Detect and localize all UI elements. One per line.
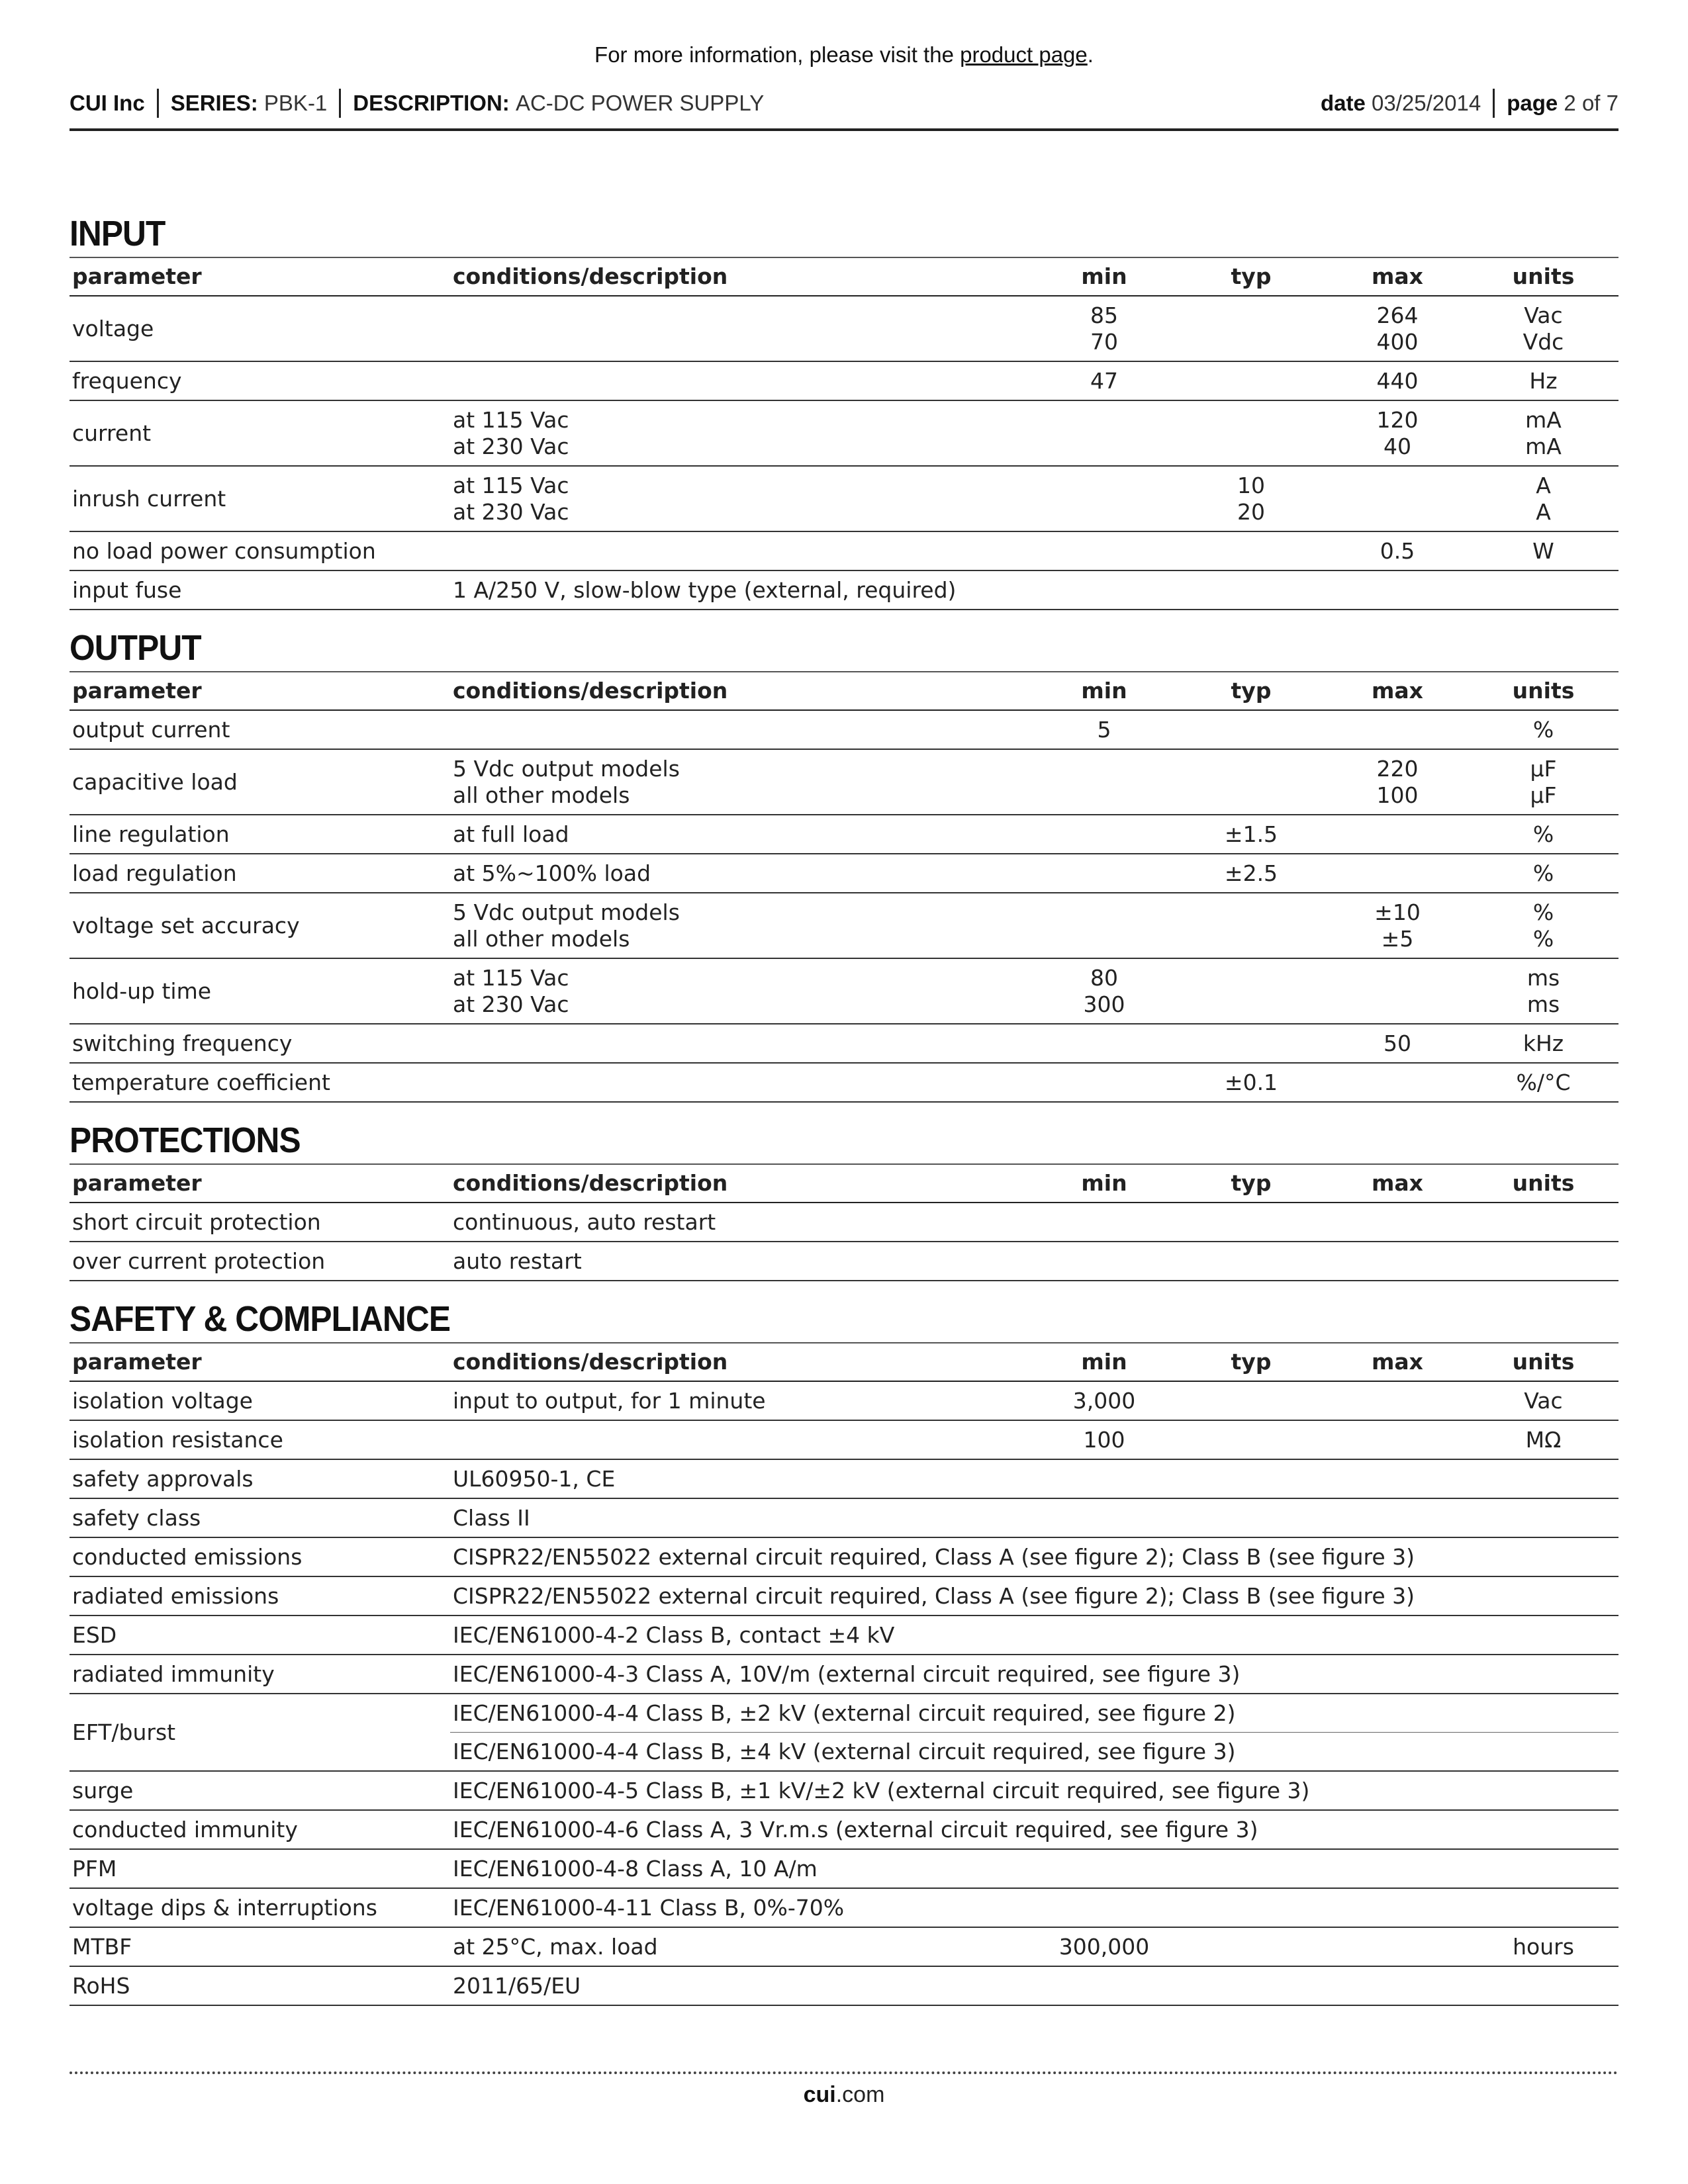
min-cell <box>1033 466 1176 531</box>
max-cell <box>1327 749 1468 815</box>
units-cell <box>1468 1063 1618 1102</box>
table-row <box>70 1576 1618 1615</box>
conditions-cell <box>450 531 1033 570</box>
cell-line: at 115 Vac <box>453 472 569 498</box>
parameter-cell: output current <box>70 710 450 749</box>
table-row <box>70 1888 1618 1927</box>
column-header: units <box>1468 672 1618 710</box>
max-cell <box>1327 1063 1468 1102</box>
parameter-cell: voltage dips & interruptions <box>70 1888 450 1927</box>
cell-line: ±1.5 <box>1224 821 1278 847</box>
max-cell <box>1327 710 1468 749</box>
cell-line: 100 <box>1083 1426 1125 1453</box>
cell-line: 264 <box>1376 302 1419 328</box>
spec-table <box>70 1342 1618 2006</box>
min-cell <box>1033 1381 1176 1420</box>
parameter-cell: switching frequency <box>70 1024 450 1063</box>
column-header: max <box>1327 672 1468 710</box>
typ-cell <box>1176 296 1327 361</box>
min-cell <box>1033 1063 1176 1102</box>
parameter-cell: input fuse <box>70 570 450 610</box>
cell-line: % <box>1532 899 1554 925</box>
section-title: PROTECTIONS <box>70 1120 301 1160</box>
cell-line: all other models <box>453 782 630 808</box>
cell-line: mA <box>1525 406 1562 433</box>
table-row <box>70 1381 1618 1420</box>
conditions-cell: Class II <box>450 1498 1618 1537</box>
cell-line: at 230 Vac <box>453 498 569 525</box>
conditions-cell: IEC/EN61000-4-3 Class A, 10V/m (external circuit required, see figure 3) <box>450 1655 1618 1694</box>
table-row <box>70 466 1618 531</box>
conditions-cell: 1 A/250 V, slow-blow type (external, required) <box>450 570 1618 610</box>
conditions-cell: IEC/EN61000-4-5 Class B, ±1 kV/±2 kV (external circuit required, see figure 3) <box>450 1771 1618 1810</box>
typ-cell <box>1176 466 1327 531</box>
parameter-cell: RoHS <box>70 1966 450 2005</box>
footer <box>0 2082 1688 2108</box>
spec-table <box>70 1163 1618 1281</box>
units-cell <box>1468 400 1618 466</box>
parameter-cell: capacitive load <box>70 749 450 815</box>
typ-cell <box>1176 958 1327 1024</box>
table-row <box>70 1810 1618 1849</box>
top-note-suffix: . <box>1087 42 1094 67</box>
cell-line: 5 <box>1097 716 1111 743</box>
cell-line: ±5 <box>1381 925 1414 952</box>
parameter-cell: PFM <box>70 1849 450 1888</box>
column-header: max <box>1327 1164 1468 1203</box>
column-header: parameter <box>70 1164 450 1203</box>
conditions-cell <box>450 400 1033 466</box>
parameter-cell: voltage <box>70 296 450 361</box>
column-header: min <box>1033 1164 1176 1203</box>
table-row <box>70 1420 1618 1459</box>
conditions-cell <box>450 710 1033 749</box>
description-label: DESCRIPTION: <box>353 91 510 115</box>
divider <box>339 89 341 118</box>
conditions-cell: auto restart <box>450 1242 1618 1281</box>
cell-line: kHz <box>1523 1030 1564 1056</box>
series-value: PBK-1 <box>263 91 328 115</box>
typ-cell <box>1176 361 1327 400</box>
conditions-cell <box>450 361 1033 400</box>
parameter-cell: isolation voltage <box>70 1381 450 1420</box>
cell-line: 20 <box>1237 498 1265 525</box>
column-header: typ <box>1176 1343 1327 1381</box>
column-header: parameter <box>70 257 450 296</box>
conditions-cell <box>450 296 1033 361</box>
max-cell <box>1327 958 1468 1024</box>
cell-line: % <box>1532 716 1554 743</box>
table-header-row <box>70 672 1618 710</box>
cell-line: A <box>1536 498 1551 525</box>
min-cell <box>1033 1024 1176 1063</box>
column-header: units <box>1468 257 1618 296</box>
cell-line: μF <box>1530 755 1557 782</box>
min-cell <box>1033 361 1176 400</box>
table-row <box>70 1849 1618 1888</box>
units-cell <box>1468 466 1618 531</box>
cell-line: 120 <box>1376 406 1419 433</box>
footer-brand: cui <box>803 2082 836 2107</box>
parameter-cell: MTBF <box>70 1927 450 1966</box>
series-label: SERIES: <box>170 91 258 115</box>
parameter-cell: temperature coefficient <box>70 1063 450 1102</box>
parameter-cell: frequency <box>70 361 450 400</box>
units-cell <box>1468 1927 1618 1966</box>
cell-line: ±2.5 <box>1224 860 1278 886</box>
cell-line: input to output, for 1 minute <box>453 1387 766 1414</box>
typ-cell <box>1176 1381 1327 1420</box>
conditions-cell: IEC/EN61000-4-4 Class B, ±2 kV (external circuit required, see figure 2) <box>450 1694 1618 1733</box>
cell-line: at 5%~100% load <box>453 860 651 886</box>
typ-cell <box>1176 400 1327 466</box>
max-cell <box>1327 893 1468 958</box>
table-row <box>70 1615 1618 1655</box>
top-note <box>0 42 1688 68</box>
cell-line: ms <box>1526 964 1560 991</box>
conditions-cell: IEC/EN61000-4-4 Class B, ±4 kV (external circuit required, see figure 3) <box>450 1733 1618 1772</box>
cell-line: mA <box>1525 433 1562 459</box>
conditions-cell: UL60950-1, CE <box>450 1459 1618 1498</box>
cell-line: hours <box>1513 1933 1574 1960</box>
conditions-cell <box>450 893 1033 958</box>
cell-line: at 230 Vac <box>453 433 569 459</box>
conditions-cell <box>450 1927 1033 1966</box>
table-row <box>70 361 1618 400</box>
units-cell <box>1468 893 1618 958</box>
cell-line: at 230 Vac <box>453 991 569 1017</box>
typ-cell <box>1176 1420 1327 1459</box>
table-row <box>70 570 1618 610</box>
table-row <box>70 1655 1618 1694</box>
table-row <box>70 1459 1618 1498</box>
max-cell <box>1327 466 1468 531</box>
cell-line: at 25°C, max. load <box>453 1933 658 1960</box>
parameter-cell: radiated immunity <box>70 1655 450 1694</box>
units-cell <box>1468 815 1618 854</box>
conditions-cell: IEC/EN61000-4-8 Class A, 10 A/m <box>450 1849 1618 1888</box>
min-cell <box>1033 296 1176 361</box>
table-row <box>70 1063 1618 1102</box>
cell-line: 70 <box>1090 328 1118 355</box>
max-cell <box>1327 854 1468 893</box>
units-cell <box>1468 958 1618 1024</box>
units-cell <box>1468 854 1618 893</box>
parameter-cell: line regulation <box>70 815 450 854</box>
column-header: max <box>1327 257 1468 296</box>
section-title: INPUT <box>70 214 165 253</box>
units-cell <box>1468 531 1618 570</box>
conditions-cell <box>450 815 1033 854</box>
typ-cell <box>1176 893 1327 958</box>
min-cell <box>1033 1927 1176 1966</box>
date-label: date <box>1321 91 1366 115</box>
table-row <box>70 893 1618 958</box>
min-cell <box>1033 815 1176 854</box>
column-header: conditions/description <box>450 672 1033 710</box>
typ-cell <box>1176 815 1327 854</box>
units-cell <box>1468 296 1618 361</box>
max-cell <box>1327 1024 1468 1063</box>
parameter-cell: hold-up time <box>70 958 450 1024</box>
column-header: typ <box>1176 1164 1327 1203</box>
table-row <box>70 400 1618 466</box>
conditions-cell <box>450 466 1033 531</box>
cell-line: 100 <box>1376 782 1419 808</box>
table-row <box>70 296 1618 361</box>
cell-line: 5 Vdc output models <box>453 899 680 925</box>
table-header-row <box>70 1343 1618 1381</box>
typ-cell <box>1176 531 1327 570</box>
conditions-cell: CISPR22/EN55022 external circuit required, Class A (see figure 2); Class B (see figure 3) <box>450 1537 1618 1576</box>
parameter-cell: conducted immunity <box>70 1810 450 1849</box>
description-value: AC-DC POWER SUPPLY <box>515 91 765 115</box>
conditions-cell <box>450 958 1033 1024</box>
min-cell <box>1033 893 1176 958</box>
parameter-cell: isolation resistance <box>70 1420 450 1459</box>
max-cell <box>1327 361 1468 400</box>
company-name: CUI Inc <box>70 91 145 115</box>
cell-line: 400 <box>1376 328 1419 355</box>
parameter-cell: over current protection <box>70 1242 450 1281</box>
column-header: parameter <box>70 672 450 710</box>
conditions-cell <box>450 1420 1033 1459</box>
min-cell <box>1033 400 1176 466</box>
units-cell <box>1468 1024 1618 1063</box>
table-row <box>70 815 1618 854</box>
table-row <box>70 710 1618 749</box>
table-row <box>70 1966 1618 2005</box>
page-value: 2 of 7 <box>1564 91 1618 115</box>
cell-line: %/°C <box>1516 1069 1571 1095</box>
column-header: units <box>1468 1343 1618 1381</box>
units-cell <box>1468 749 1618 815</box>
min-cell <box>1033 1420 1176 1459</box>
typ-cell <box>1176 854 1327 893</box>
cell-line: 0.5 <box>1380 537 1415 564</box>
cell-line: ±10 <box>1374 899 1421 925</box>
min-cell <box>1033 854 1176 893</box>
conditions-cell <box>450 1063 1033 1102</box>
parameter-cell: radiated emissions <box>70 1576 450 1615</box>
cell-line: 85 <box>1090 302 1118 328</box>
cell-line: ±0.1 <box>1224 1069 1278 1095</box>
conditions-cell: 2011/65/EU <box>450 1966 1618 2005</box>
cell-line: Vdc <box>1523 328 1564 355</box>
units-cell <box>1468 361 1618 400</box>
column-header: min <box>1033 257 1176 296</box>
cell-line: Vac <box>1524 302 1563 328</box>
conditions-cell: IEC/EN61000-4-11 Class B, 0%-70% <box>450 1888 1618 1927</box>
parameter-cell: current <box>70 400 450 466</box>
max-cell <box>1327 1420 1468 1459</box>
table-row <box>70 1927 1618 1966</box>
date-value: 03/25/2014 <box>1372 91 1481 115</box>
cell-line: % <box>1532 860 1554 886</box>
cell-line: W <box>1532 537 1554 564</box>
cell-line: 47 <box>1090 367 1118 394</box>
cell-line: 50 <box>1383 1030 1411 1056</box>
typ-cell <box>1176 710 1327 749</box>
cell-line: 300 <box>1083 991 1125 1017</box>
min-cell <box>1033 710 1176 749</box>
parameter-cell: safety class <box>70 1498 450 1537</box>
divider <box>157 89 159 118</box>
column-header: conditions/description <box>450 1343 1033 1381</box>
column-header: min <box>1033 672 1176 710</box>
max-cell <box>1327 1381 1468 1420</box>
units-cell <box>1468 1420 1618 1459</box>
max-cell <box>1327 531 1468 570</box>
typ-cell <box>1176 749 1327 815</box>
parameter-cell: safety approvals <box>70 1459 450 1498</box>
table-row <box>70 958 1618 1024</box>
table-row <box>70 854 1618 893</box>
parameter-cell: voltage set accuracy <box>70 893 450 958</box>
column-header: conditions/description <box>450 257 1033 296</box>
conditions-cell <box>450 1024 1033 1063</box>
conditions-cell <box>450 854 1033 893</box>
parameter-cell: short circuit protection <box>70 1203 450 1242</box>
cell-line: ms <box>1526 991 1560 1017</box>
cell-line: 10 <box>1237 472 1265 498</box>
cell-line: MΩ <box>1525 1426 1562 1453</box>
typ-cell <box>1176 1063 1327 1102</box>
cell-line: 40 <box>1383 433 1411 459</box>
column-header: typ <box>1176 672 1327 710</box>
table-row <box>70 749 1618 815</box>
table-row <box>70 1694 1618 1733</box>
conditions-cell <box>450 749 1033 815</box>
cell-line: μF <box>1530 782 1557 808</box>
column-header: typ <box>1176 257 1327 296</box>
cell-line: % <box>1532 821 1554 847</box>
units-cell <box>1468 1381 1618 1420</box>
column-header: parameter <box>70 1343 450 1381</box>
cell-line: 220 <box>1376 755 1419 782</box>
conditions-cell <box>450 1381 1033 1420</box>
footer-rule <box>70 2071 1618 2074</box>
cell-line: 80 <box>1090 964 1118 991</box>
parameter-cell: conducted emissions <box>70 1537 450 1576</box>
parameter-cell: no load power consumption <box>70 531 450 570</box>
table-row <box>70 531 1618 570</box>
conditions-cell: IEC/EN61000-4-2 Class B, contact ±4 kV <box>450 1615 1618 1655</box>
parameter-cell: load regulation <box>70 854 450 893</box>
product-page-link[interactable]: product page <box>960 42 1088 67</box>
cell-line: at 115 Vac <box>453 964 569 991</box>
page-label: page <box>1507 91 1558 115</box>
parameter-cell: ESD <box>70 1615 450 1655</box>
conditions-cell: continuous, auto restart <box>450 1203 1618 1242</box>
max-cell <box>1327 815 1468 854</box>
min-cell <box>1033 958 1176 1024</box>
column-header: units <box>1468 1164 1618 1203</box>
table-header-row <box>70 257 1618 296</box>
cell-line: at 115 Vac <box>453 406 569 433</box>
max-cell <box>1327 296 1468 361</box>
max-cell <box>1327 1927 1468 1966</box>
cell-line: all other models <box>453 925 630 952</box>
cell-line: A <box>1536 472 1551 498</box>
units-cell <box>1468 710 1618 749</box>
cell-line: 440 <box>1376 367 1419 394</box>
document-header <box>70 89 1618 118</box>
spec-table <box>70 257 1618 610</box>
cell-line: Vac <box>1524 1387 1563 1414</box>
parameter-cell: EFT/burst <box>70 1694 450 1771</box>
min-cell <box>1033 531 1176 570</box>
spec-content <box>70 210 1618 2021</box>
parameter-cell: surge <box>70 1771 450 1810</box>
conditions-cell: CISPR22/EN55022 external circuit required, Class A (see figure 2); Class B (see figure 3) <box>450 1576 1618 1615</box>
cell-line: 3,000 <box>1072 1387 1136 1414</box>
column-header: min <box>1033 1343 1176 1381</box>
table-row <box>70 1537 1618 1576</box>
column-header: max <box>1327 1343 1468 1381</box>
table-header-row <box>70 1164 1618 1203</box>
cell-line: 300,000 <box>1058 1933 1150 1960</box>
table-row <box>70 1203 1618 1242</box>
conditions-cell: IEC/EN61000-4-6 Class A, 3 Vr.m.s (external circuit required, see figure 3) <box>450 1810 1618 1849</box>
cell-line: % <box>1532 925 1554 952</box>
top-note-text: For more information, please visit the <box>594 42 961 67</box>
column-header: conditions/description <box>450 1164 1033 1203</box>
parameter-cell: inrush current <box>70 466 450 531</box>
table-row <box>70 1771 1618 1810</box>
cell-line: at full load <box>453 821 569 847</box>
header-rule <box>70 128 1618 131</box>
min-cell <box>1033 749 1176 815</box>
section-title: SAFETY & COMPLIANCE <box>70 1299 451 1339</box>
typ-cell <box>1176 1024 1327 1063</box>
cell-line: Hz <box>1529 367 1558 394</box>
table-row <box>70 1498 1618 1537</box>
cell-line: 5 Vdc output models <box>453 755 680 782</box>
divider <box>1493 89 1495 118</box>
table-row <box>70 1242 1618 1281</box>
typ-cell <box>1176 1927 1327 1966</box>
table-row <box>70 1024 1618 1063</box>
max-cell <box>1327 400 1468 466</box>
section-title: OUTPUT <box>70 628 201 668</box>
spec-table <box>70 671 1618 1103</box>
footer-domain: .com <box>835 2082 885 2107</box>
